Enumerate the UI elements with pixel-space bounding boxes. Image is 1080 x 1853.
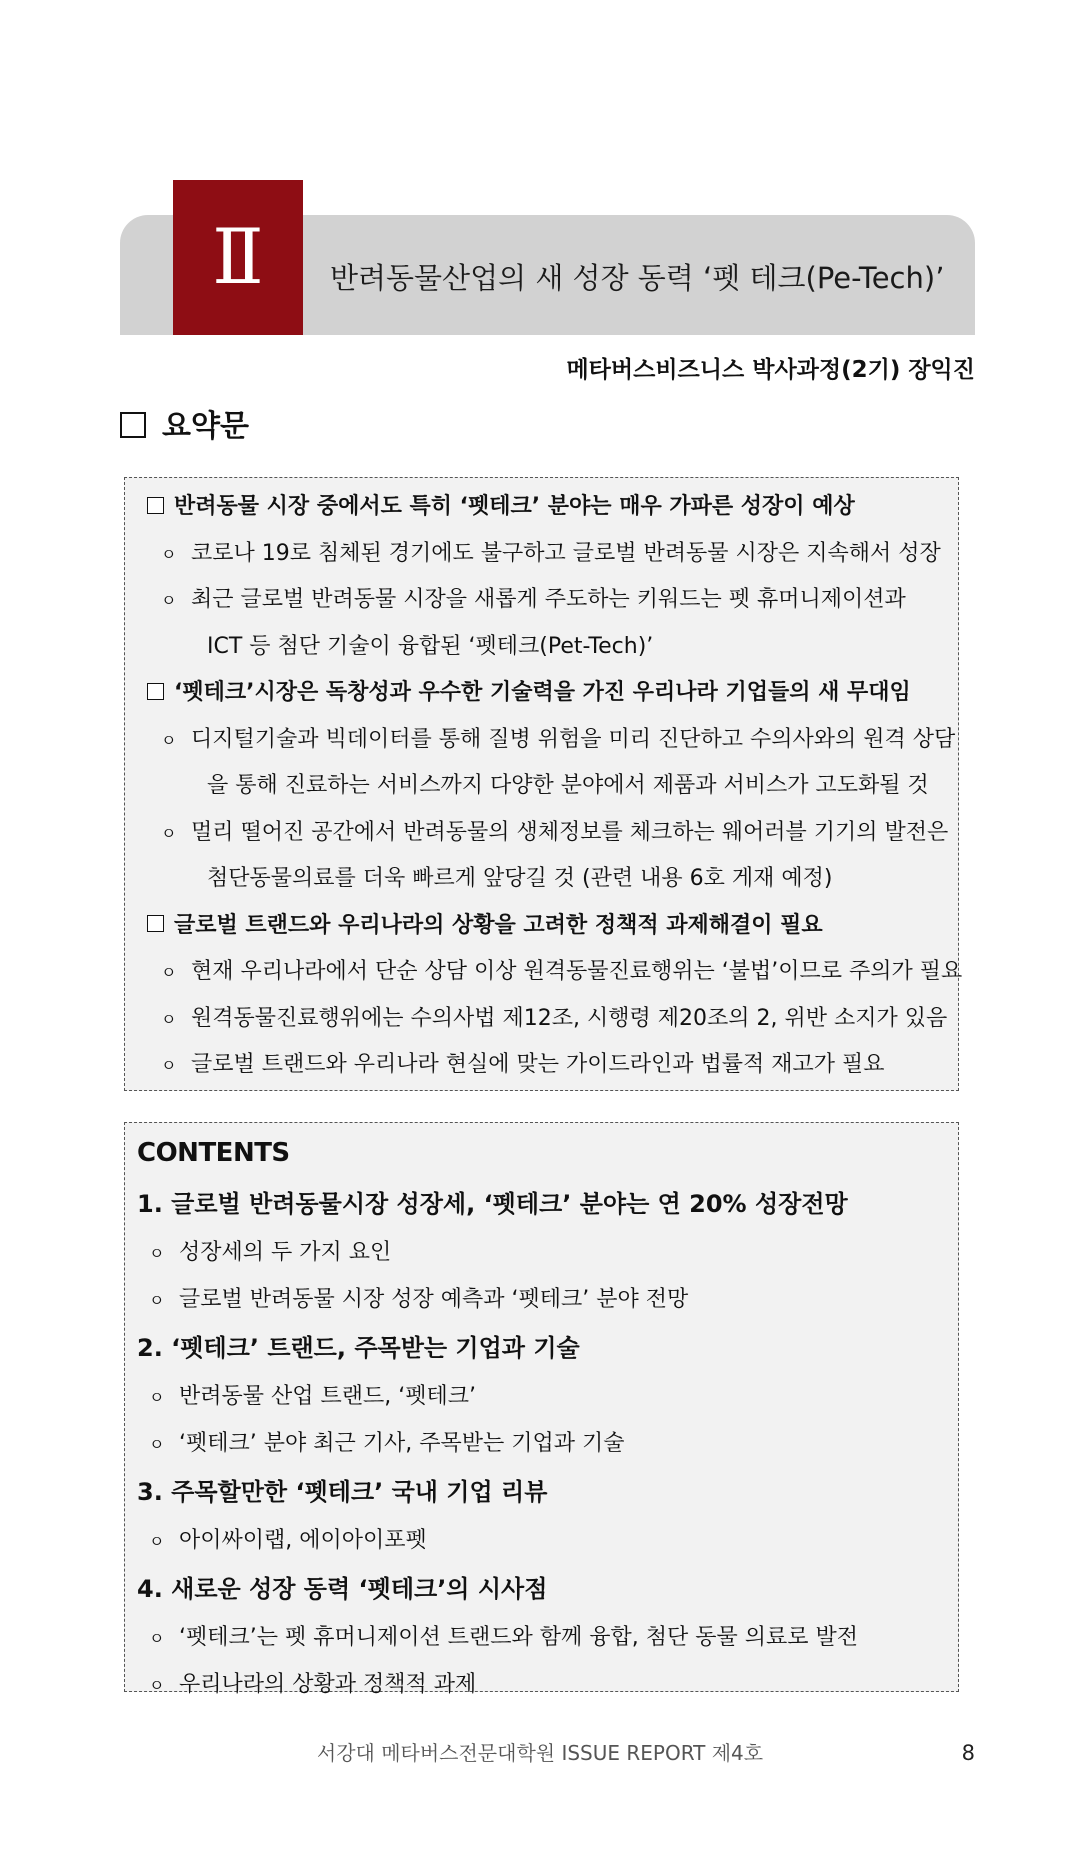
summary-line-text: 반려동물 시장 중에서도 특히 ‘펫테크’ 분야는 매우 가파른 성장이 예상 [174, 494, 855, 519]
contents-item-text: 반려동물 산업 트랜드, ‘펫테크’ [179, 1384, 476, 1409]
circle-bullet-icon: ㅇ [149, 1244, 165, 1263]
contents-item-text: 성장세의 두 가지 요인 [179, 1240, 392, 1265]
summary-line-text: ‘펫테크’시장은 독창성과 우수한 기술력을 가진 우리나라 기업들의 새 무대임 [174, 680, 911, 705]
contents-item [137, 1420, 944, 1467]
circle-bullet-icon: ㅇ [161, 963, 177, 982]
summary-line [147, 670, 944, 717]
summary-line [147, 577, 944, 624]
contents-section-heading: 2. ‘펫테크’ 트랜드, 주목받는 기업과 기술 [137, 1334, 580, 1362]
contents-section-heading: 3. 주목할만한 ‘펫테크’ 국내 기업 리뷰 [137, 1478, 548, 1506]
summary-line-text: 글로벌 트랜드와 우리나라 현실에 맞는 가이드라인과 법률적 재고가 필요 [191, 1052, 885, 1077]
page-number: 8 [961, 1741, 975, 1765]
circle-bullet-icon: ㅇ [149, 1676, 165, 1695]
contents-item [137, 1373, 944, 1420]
contents-item-text: 글로벌 반려동물 시장 성장 예측과 ‘펫테크’ 분야 전망 [179, 1287, 689, 1312]
summary-line [147, 531, 944, 578]
circle-bullet-icon: ㅇ [149, 1388, 165, 1407]
summary-line [147, 949, 963, 996]
summary-line-text: 현재 우리나라에서 단순 상담 이상 원격동물진료행위는 ‘불법’이므로 주의가 필요 [191, 959, 963, 984]
footer-text: 서강대 메타버스전문대학원 ISSUE REPORT 제4호 [316, 1741, 764, 1765]
circle-bullet-icon: ㅇ [149, 1532, 165, 1551]
summary-line [147, 903, 944, 950]
summary-line [147, 763, 944, 810]
summary-line [147, 484, 944, 531]
contents-item-text: 우리나라의 상황과 정책적 과제 [179, 1672, 477, 1697]
contents-section-heading: 4. 새로운 성장 동력 ‘펫테크’의 시사점 [137, 1575, 548, 1603]
contents-item-text: ‘펫테크’ 분야 최근 기사, 주목받는 기업과 기술 [179, 1431, 625, 1456]
summary-line [147, 856, 944, 903]
summary-line [147, 810, 949, 857]
summary-line-text: 디지털기술과 빅데이터를 통해 질병 위험을 미리 진단하고 수의사와의 원격 상담 [191, 726, 956, 752]
summary-line-text: 멀리 떨어진 공간에서 반려동물의 생체정보를 체크하는 웨어러블 기기의 발전은 [191, 819, 949, 845]
author-line: 메타버스비즈니스 박사과정(2기) 장익진 [566, 357, 975, 383]
checkbox-square-icon [120, 412, 146, 438]
circle-bullet-icon: ㅇ [161, 823, 177, 843]
summary-line-text: ICT 등 첨단 기술이 융합된 ‘펫테크(Pet-Tech)’ [207, 633, 654, 659]
circle-bullet-icon: ㅇ [149, 1435, 165, 1454]
circle-bullet-icon: ㅇ [149, 1291, 165, 1310]
circle-bullet-icon: ㅇ [161, 591, 177, 610]
summary-heading [120, 407, 249, 447]
summary-line [147, 996, 948, 1043]
contents-item [137, 1276, 944, 1323]
contents-item [137, 1661, 944, 1708]
contents-item-text: ‘펫테크’는 펫 휴머니제이션 트랜드와 함께 융합, 첨단 동물 의료로 발전 [179, 1625, 858, 1650]
summary-line [147, 717, 956, 764]
summary-line-text: 코로나 19로 침체된 경기에도 불구하고 글로벌 반려동물 시장은 지속해서 성장 [191, 540, 941, 566]
summary-heading-label: 요약문 [162, 409, 249, 444]
circle-bullet-icon: ㅇ [149, 1629, 165, 1648]
contents-item [137, 1517, 944, 1564]
contents-item [137, 1229, 944, 1276]
contents-item [137, 1614, 944, 1661]
square-bullet-icon [147, 683, 164, 700]
summary-line-text: 글로벌 트랜드와 우리나라의 상황을 고려한 정책적 과제해결이 필요 [174, 912, 823, 938]
summary-line [147, 1042, 944, 1089]
summary-panel [124, 477, 963, 1091]
section-title: 반려동물산업의 새 성장 동력 ‘펫 테크(Pe-Tech)’ [330, 261, 945, 295]
summary-line-text: 최근 글로벌 반려동물 시장을 새롭게 주도하는 키워드는 펫 휴머니제이션과 [191, 587, 906, 612]
contents-title: CONTENTS [137, 1138, 290, 1168]
contents-panel [124, 1122, 959, 1697]
summary-line-text: 첨단동물의료를 더욱 빠르게 앞당길 것 (관련 내용 6호 게재 예정) [207, 866, 833, 891]
circle-bullet-icon: ㅇ [161, 730, 177, 750]
square-bullet-icon [147, 497, 164, 514]
circle-bullet-icon: ㅇ [161, 1056, 177, 1075]
summary-line [147, 624, 944, 671]
contents-item-text: 아이싸이랩, 에이아이포펫 [179, 1528, 427, 1553]
circle-bullet-icon: ㅇ [161, 544, 177, 564]
section-number: Ⅱ [212, 212, 264, 301]
summary-line-text: 원격동물진료행위에는 수의사법 제12조, 시행령 제20조의 2, 위반 소지가 있음 [191, 1005, 948, 1031]
square-bullet-icon [147, 915, 164, 932]
contents-section-heading: 1. 글로벌 반려동물시장 성장세, ‘펫테크’ 분야는 연 20% 성장전망 [137, 1190, 848, 1218]
summary-line-text: 을 통해 진료하는 서비스까지 다양한 분야에서 제품과 서비스가 고도화될 것 [207, 773, 929, 798]
circle-bullet-icon: ㅇ [161, 1009, 177, 1029]
